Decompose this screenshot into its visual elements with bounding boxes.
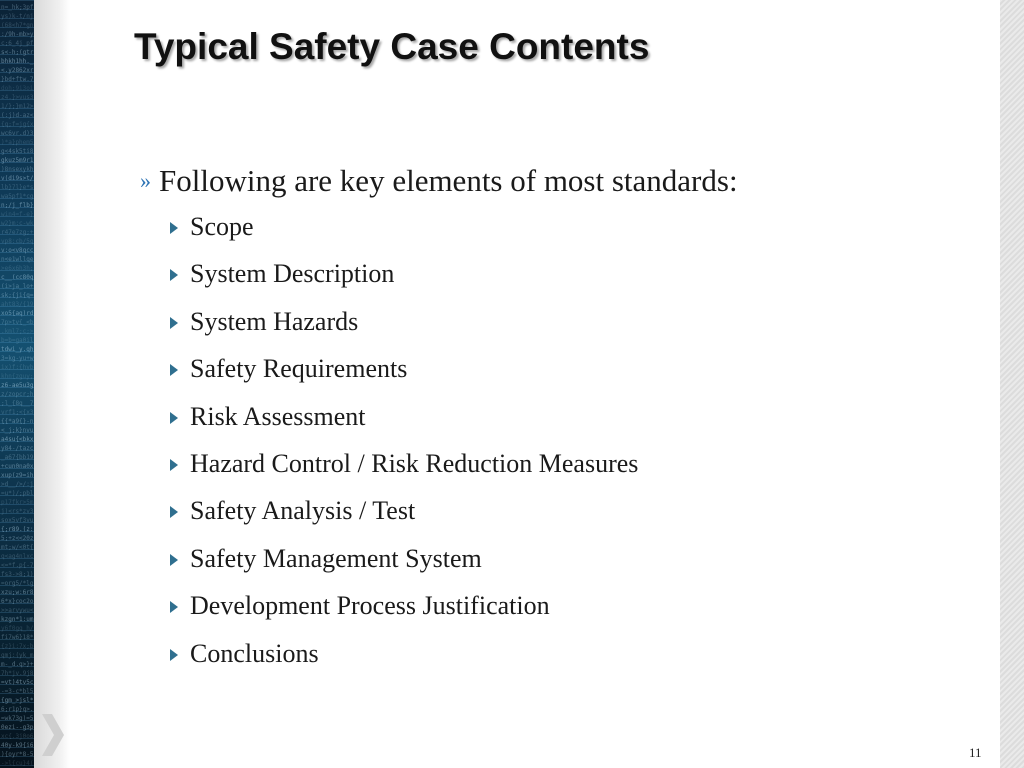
code-texture-line: xup(z9=ih	[1, 472, 34, 479]
list-item-label: Safety Requirements	[190, 354, 408, 384]
triangle-right-icon	[170, 649, 178, 661]
code-texture-line: v:o<v8qcc	[1, 247, 34, 254]
code-decoration-strip	[0, 0, 34, 768]
code-texture-line: y84-/tazc	[1, 445, 34, 452]
code-texture-line: {gm_>jsl*	[1, 697, 34, 704]
code-texture-line: .kml7;c;>	[1, 328, 34, 335]
triangle-right-icon	[170, 506, 178, 518]
code-texture-line: =org5/*lg	[1, 580, 34, 587]
list-item-label: Hazard Control / Risk Reduction Measures	[190, 448, 639, 478]
lead-text: Following are key elements of most standards:	[159, 163, 738, 198]
code-texture-line: v(di9s>t/	[1, 175, 34, 182]
code-texture-line: ys)k-t/nj	[1, 13, 34, 20]
code-texture-line: aht83/{19	[1, 301, 34, 308]
triangle-right-icon	[170, 364, 178, 376]
code-texture-line: (i>ja_lo+	[1, 283, 34, 290]
code-texture-line: =u*)/;pbl	[1, 490, 34, 497]
chevron-right-icon	[38, 712, 66, 758]
code-texture-line: mt;w/<0t{	[1, 544, 34, 551]
code-texture-line: 3=kg-yu+w	[1, 355, 34, 362]
code-texture-line: 40y-k9{i6	[1, 742, 34, 749]
code-texture-line: (68<h7*gn	[1, 22, 34, 29]
list-item-label: Conclusions	[190, 638, 319, 668]
code-texture-line: n;/j_flb}	[1, 202, 34, 209]
code-texture-line: sk;{ji{q=	[1, 292, 34, 299]
code-texture-line: {{*a9{}-n	[1, 418, 34, 425]
code-texture-line: 6;r1p}q>.	[1, 706, 34, 713]
code-texture-line: kzgn*1:um	[1, 616, 34, 623]
list-item	[170, 449, 638, 496]
code-texture-line: r47e7zg;+	[1, 229, 34, 236]
raquo-bullet-icon: »	[140, 168, 151, 193]
code-texture-line: 7h*jv.9j8	[1, 670, 34, 677]
triangle-right-icon	[170, 317, 178, 329]
bullet-list	[170, 212, 638, 686]
list-item	[170, 212, 638, 259]
code-texture-line: win4=f-e}	[1, 211, 34, 218]
code-texture-line: bhkh1hh._	[1, 58, 34, 65]
triangle-right-icon	[170, 269, 178, 281]
code-texture-line: _a67{bb19	[1, 454, 34, 461]
slide-title: Typical Safety Case Contents	[134, 26, 650, 67]
list-item-label: Risk Assessment	[190, 401, 366, 431]
code-texture-line: (:j)d-az<	[1, 112, 34, 119]
triangle-right-icon	[170, 601, 178, 613]
code-texture-line: m-_d.q>}+	[1, 661, 34, 668]
list-item-label: Scope	[190, 212, 254, 241]
code-texture-line: q<ag4nlxc	[1, 553, 34, 560]
code-texture-line: c;6_4j_pf	[1, 40, 34, 47]
code-texture-line: p17fkr>5m	[1, 499, 34, 506]
triangle-right-icon	[170, 412, 178, 424]
code-texture-line: g<4sk5ti8	[1, 148, 34, 155]
code-texture-line: xc{.3j0o6	[1, 733, 34, 740]
list-item	[170, 259, 638, 306]
code-texture-line: z4.}>vus3	[1, 94, 34, 101]
code-texture-line: xzu;w:6r8	[1, 589, 34, 596]
code-texture-line: z6-ae5u3g	[1, 382, 34, 389]
code-texture-line: fs3->8;1)	[1, 571, 34, 578]
triangle-right-icon	[170, 222, 178, 234]
list-item-label: Development Process Justification	[190, 591, 550, 621]
code-texture-line: 6*x}coc2o	[1, 598, 34, 605]
code-texture-line: )*a}phem5	[1, 139, 34, 146]
list-item	[170, 354, 638, 401]
code-texture-line: ){oyr*8-5	[1, 751, 34, 758]
page-number: 11	[969, 745, 982, 760]
code-texture-line: <=*f.p{-7	[1, 562, 34, 569]
code-texture-line: j)<rs*zv3	[1, 508, 34, 515]
code-texture-line: a4su{<bkx	[1, 436, 34, 443]
triangle-right-icon	[170, 459, 178, 471]
code-texture-line: n=_hk;3pf	[1, 4, 34, 11]
code-texture-line: {z}i:7x;b	[1, 643, 34, 650]
code-texture-line: b=b=ga0il	[1, 337, 34, 344]
list-item-label: System Hazards	[190, 306, 359, 336]
code-texture-line: y6f0gq_h/	[1, 625, 34, 632]
code-texture-line: sox5vf3vu	[1, 517, 34, 524]
code-texture-line: +cun0na0x	[1, 463, 34, 470]
list-item	[170, 496, 638, 543]
code-texture-line: -=3-c*bl5	[1, 688, 34, 695]
list-item	[170, 402, 638, 449]
code-texture-line: }bd+ftw.7	[1, 76, 34, 83]
code-texture-line: 5;+z<<20z	[1, 535, 34, 542]
code-texture-line: <.y2862xr	[1, 67, 34, 74]
list-item	[170, 307, 638, 354]
code-texture-line: ->l{cu}4(	[1, 760, 34, 767]
code-texture-line: gkuz5m9r1	[1, 157, 34, 164]
code-texture-line: >e6x6h3h;	[1, 265, 34, 272]
right-gutter	[1000, 0, 1024, 768]
lead-bullet	[140, 163, 738, 199]
code-texture-line: wa5pf1*cg	[1, 193, 34, 200]
list-item-label: System Description	[190, 259, 395, 289]
code-texture-line: wc6vr.d)3	[1, 130, 34, 137]
code-texture-line: 7p>tv{_<b	[1, 319, 34, 326]
code-texture-line: =vt)4tv5c	[1, 679, 34, 686]
code-texture-line: w2}m:c-wk	[1, 220, 34, 227]
code-texture-line: khn{zguy;	[1, 373, 34, 380]
list-item	[170, 591, 638, 638]
code-texture-line: ix)f:{hvb	[1, 364, 34, 371]
list-item	[170, 544, 638, 591]
left-band	[34, 0, 70, 768]
code-texture-line: fi7w6}18*	[1, 634, 34, 641]
code-texture-line: lb}7l}e*s	[1, 184, 34, 191]
code-texture-line: c__(cc80q	[1, 274, 34, 281]
code-texture-line: 1/};}m12>	[1, 103, 34, 110]
code-texture-line: z/zopcr;h	[1, 391, 34, 398]
code-texture-line: 0ezi--g3p	[1, 724, 34, 731]
list-item-label: Safety Analysis / Test	[190, 496, 416, 526]
code-texture-line: =wk73g)=5	[1, 715, 34, 722]
code-texture-line: doh;9i3oi	[1, 85, 34, 92]
code-texture-line: :/9h-mb>y	[1, 31, 34, 38]
code-texture-line: >>arvywu<	[1, 607, 34, 614]
code-texture-line: {q;f=jg{x	[1, 121, 34, 128]
code-texture-line: vrf1;<{x3	[1, 409, 34, 416]
code-texture-line: >d__/>/:j	[1, 481, 34, 488]
code-texture-line: )8nsexykh	[1, 166, 34, 173]
list-item-label: Safety Management System	[190, 543, 482, 573]
code-texture-line: ;l_{8q__7	[1, 400, 34, 407]
code-texture-line: s<-h;(gtr	[1, 49, 34, 56]
code-texture-line: <_j;k}nvu	[1, 427, 34, 434]
code-texture-line: xo5{aq)rd	[1, 310, 34, 317]
code-texture-line: {;r89.(z:	[1, 526, 34, 533]
code-texture-line: vp8:cb/5q	[1, 238, 34, 245]
code-texture-line: qmj:(yk_m	[1, 652, 34, 659]
code-texture-line: tdwi_y.qh	[1, 346, 34, 353]
triangle-right-icon	[170, 554, 178, 566]
code-texture-line: n<e1wllqe	[1, 256, 34, 263]
list-item	[170, 639, 638, 686]
